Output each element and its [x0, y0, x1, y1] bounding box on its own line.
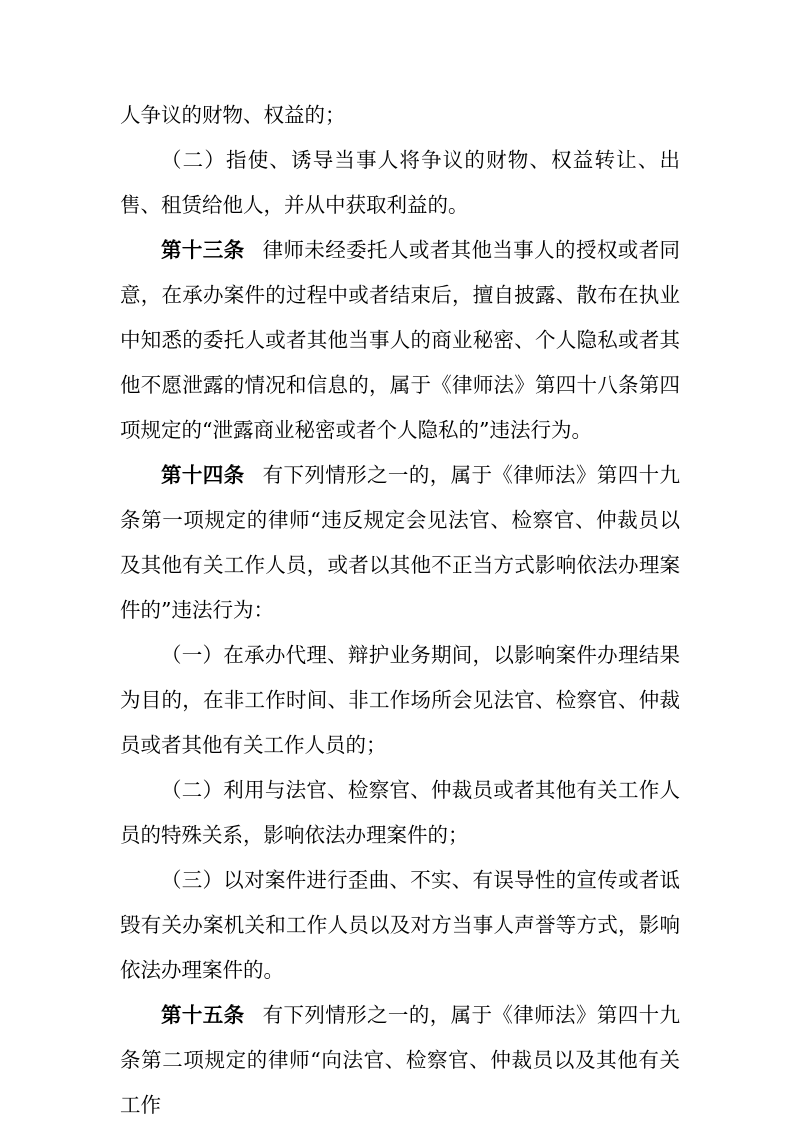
article-14-item-1	[120, 633, 680, 768]
paragraph-text: （二）利用与法官、检察官、仲裁员或者其他有关工作人员的特殊关系，影响依法办理案件的；	[120, 778, 680, 847]
article-14	[120, 453, 680, 633]
article-13	[120, 228, 680, 453]
article-number: 第十三条	[161, 238, 245, 262]
paragraph-item-2	[120, 138, 680, 228]
paragraph-text: 有下列情形之一的，属于《律师法》第四十九条第一项规定的律师“违反规定会见法官、检察官、仲裁员以及其他有关工作人员，或者以其他不正当方式影响依法办理案件的”违法行为：	[120, 463, 681, 622]
paragraph-text: （一）在承办代理、辩护业务期间，以影响案件办理结果为目的，在非工作时间、非工作场所会见法官、检察官、仲裁员或者其他有关工作人员的；	[120, 643, 680, 757]
article-15	[120, 993, 680, 1128]
article-number: 第十四条	[161, 463, 245, 487]
paragraph-text: 有下列情形之一的，属于《律师法》第四十九条第二项规定的律师“向法官、检察官、仲裁员以及其他有关工作	[120, 1003, 681, 1117]
paragraph-text: 人争议的财物、权益的；	[120, 103, 346, 127]
article-number: 第十五条	[161, 1003, 245, 1027]
paragraph-text: （三）以对案件进行歪曲、不实、有误导性的宣传或者诋毁有关办案机关和工作人员以及对方当事人声誉等方式，影响依法办理案件的。	[120, 868, 680, 982]
paragraph-continuation	[120, 93, 680, 138]
article-14-item-2	[120, 768, 680, 858]
paragraph-text: 律师未经委托人或者其他当事人的授权或者同意，在承办案件的过程中或者结束后，擅自披露、散布在执业中知悉的委托人或者其他当事人的商业秘密、个人隐私或者其他不愿泄露的情况和信息的，属于《律师法》第四十八条第四项规定的“泄露商业秘密或者个人隐私的”违法行为。	[120, 238, 681, 442]
paragraph-text: （二）指使、诱导当事人将争议的财物、权益转让、出售、租赁给他人，并从中获取利益的。	[120, 148, 680, 217]
article-14-item-3	[120, 858, 680, 993]
